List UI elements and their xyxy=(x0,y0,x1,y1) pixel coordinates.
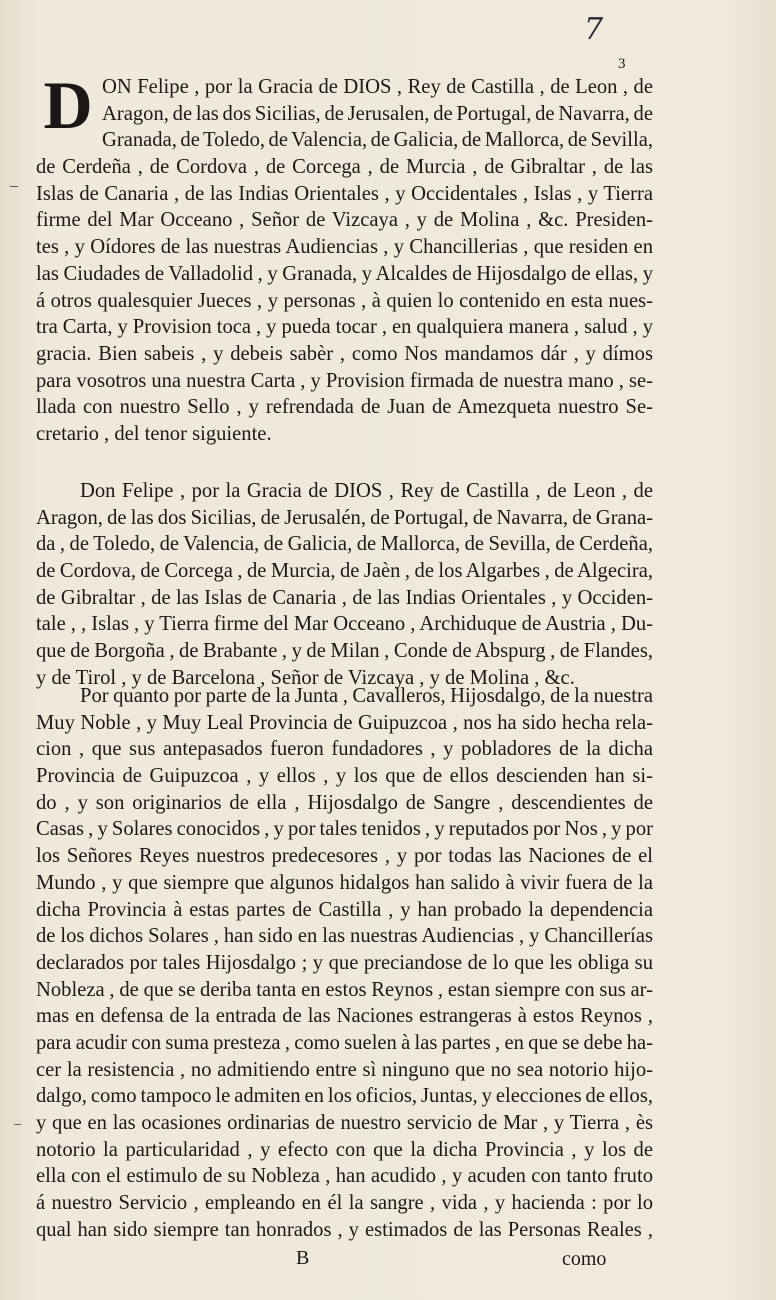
text-line: qual han sido siempre tan honrados , y estimados de las Personas Reales , xyxy=(36,1218,653,1241)
text-line: Provincia de Guipuzcoa , y ellos , y los que de ellos descienden han si- xyxy=(36,765,653,788)
paragraph-royal-title-repeat xyxy=(36,478,653,692)
margin-mark xyxy=(14,1124,21,1125)
text-line: Muy Noble , y Muy Leal Provincia de Guipuzcoa , nos ha sido hecha rela- xyxy=(36,711,653,734)
text-line: da , de Toledo, de Valencia, de Galicia, de Mallorca, de Sevilla, de Cerdeña, xyxy=(36,533,653,556)
text-line: para vosotros una nuestra Carta , y Provision firmada de nuestra mano , se- xyxy=(36,369,653,392)
text-line: que de Borgoña , de Brabante , y de Milan , Conde de Abspurg , de Flandes, xyxy=(36,640,653,663)
text-line: Don Felipe , por la Gracia de DIOS , Rey de Castilla , de Leon , de xyxy=(80,480,653,502)
text-line: y que en las ocasiones ordinarias de nuestro servicio de Mar , y Tierra , ès xyxy=(36,1112,653,1134)
text-line: ella con el estimulo de su Nobleza , han acudido , y acuden con tanto fruto xyxy=(36,1165,653,1188)
signature-mark: B xyxy=(296,1247,310,1269)
text-line: Islas de Canaria , de las Indias Orientales , y Occidentales , Islas , y Tierra xyxy=(36,182,653,205)
text-line: las Ciudades de Valladolid , y Granada, y Alcaldes de Hijosdalgo de ellas, y xyxy=(36,262,653,285)
text-line: Aragon, de las dos Sicilias, de Jerusalén, de Portugal, de Navarra, de Grana- xyxy=(36,506,653,529)
text-line: tes , y Oídores de las nuestras Audiencias , y Chancillerias , que residen en xyxy=(36,236,653,259)
catchword: como xyxy=(562,1248,607,1270)
printed-page-number: 3 xyxy=(618,56,626,72)
text-line: de Cordova, de Corcega , de Murcia, de Jaèn , de los Algarbes , de Algecira, xyxy=(36,560,653,583)
text-line: notorio la particularidad , y efecto con que la dicha Provincia , y los de xyxy=(36,1138,653,1161)
text-line: para acudir con suma presteza , como suelen à las partes , en que se debe ha- xyxy=(36,1031,653,1054)
text-line: ON Felipe , por la Gracia de DIOS , Rey de Castilla , de Leon , de xyxy=(102,76,653,98)
text-line: gracia. Bien sabeis , y debeis sabèr , como Nos mandamos dár , y dímos xyxy=(36,342,653,365)
text-line: llada con nuestro Sello , y refrendada de Juan de Amezqueta nuestro Se- xyxy=(36,396,653,419)
text-line: de Cerdeña , de Cordova , de Corcega , de Murcia , de Gibraltar , de las xyxy=(36,156,653,179)
text-line: Casas , y Solares conocidos , y por tales tenidos , y reputados por Nos , y por xyxy=(36,818,653,841)
text-line: Nobleza , de que se deriba tanta en estos Reynos , estan siempre con sus ar- xyxy=(36,978,653,1001)
text-line: Por quanto por parte de la Junta , Cavalleros, Hijosdalgo, de la nuestra xyxy=(80,685,653,707)
text-line: y de Tirol , y de Barcelona , Señor de Vizcaya , y de Molina , &c. xyxy=(36,666,575,689)
text-line: á otros qualesquier Jueces , y personas , à quien lo contenido en esta nues- xyxy=(36,289,653,312)
text-line: firme del Mar Occeano , Señor de Vizcaya , y de Molina , &c. Presiden- xyxy=(36,209,653,232)
margin-mark xyxy=(10,186,18,187)
text-line: dicha Provincia à estas partes de Castilla , y han probado la dependencia xyxy=(36,898,653,921)
paragraph-royal-title xyxy=(36,67,653,448)
text-line: cion , que sus antepasados fueron fundadores , y pobladores de la dicha xyxy=(36,738,653,761)
text-line: cer la resistencia , no admitiendo entre sì ninguno que no sea notorio hijo- xyxy=(36,1058,653,1081)
handwritten-folio-number: 7 xyxy=(584,12,604,47)
text-line: mas en defensa de la entrada de las Naciones estrangeras à estos Reynos , xyxy=(36,1005,653,1028)
text-line: tale , , Islas , y Tierra firme del Mar Occeano , Archiduque de Austria , Du- xyxy=(36,613,653,636)
text-line: dalgo, como tampoco le admiten en los oficios, Juntas, y elecciones de ellos, xyxy=(36,1085,653,1108)
text-line: de los dichos Solares , han sido en las nuestras Audiencias , y Chancillerías xyxy=(36,925,653,948)
text-line: de Gibraltar , de las Islas de Canaria , de las Indias Orientales , y Occiden- xyxy=(36,586,653,609)
text-line: cretario , del tenor siguiente. xyxy=(36,422,272,445)
text-line: á nuestro Servicio , empleando en él la sangre , vida , y hacienda : por lo xyxy=(36,1192,653,1215)
text-line: Aragon, de las dos Sicilias, de Jerusalen, de Portugal, de Navarra, de xyxy=(102,102,653,125)
paragraph-por-quanto xyxy=(36,683,653,1243)
text-line: los Señores Reyes nuestros predecesores , y por todas las Naciones de el xyxy=(36,845,653,868)
drop-cap: D xyxy=(43,67,93,143)
text-line: tra Carta, y Provision toca , y pueda tocar , en qualquiera manera , salud , y xyxy=(36,316,653,339)
text-line: Granada, de Toledo, de Valencia, de Galicia, de Mallorca, de Sevilla, xyxy=(102,129,653,152)
text-line: declarados por tales Hijosdalgo ; y que preciandose de lo que les obliga su xyxy=(36,951,653,974)
text-line: Mundo , y que siempre que algunos hidalgos han salido à vivir fuera de la xyxy=(36,871,653,894)
text-line: do , y son originarios de ella , Hijosdalgo de Sangre , descendientes de xyxy=(36,791,653,814)
